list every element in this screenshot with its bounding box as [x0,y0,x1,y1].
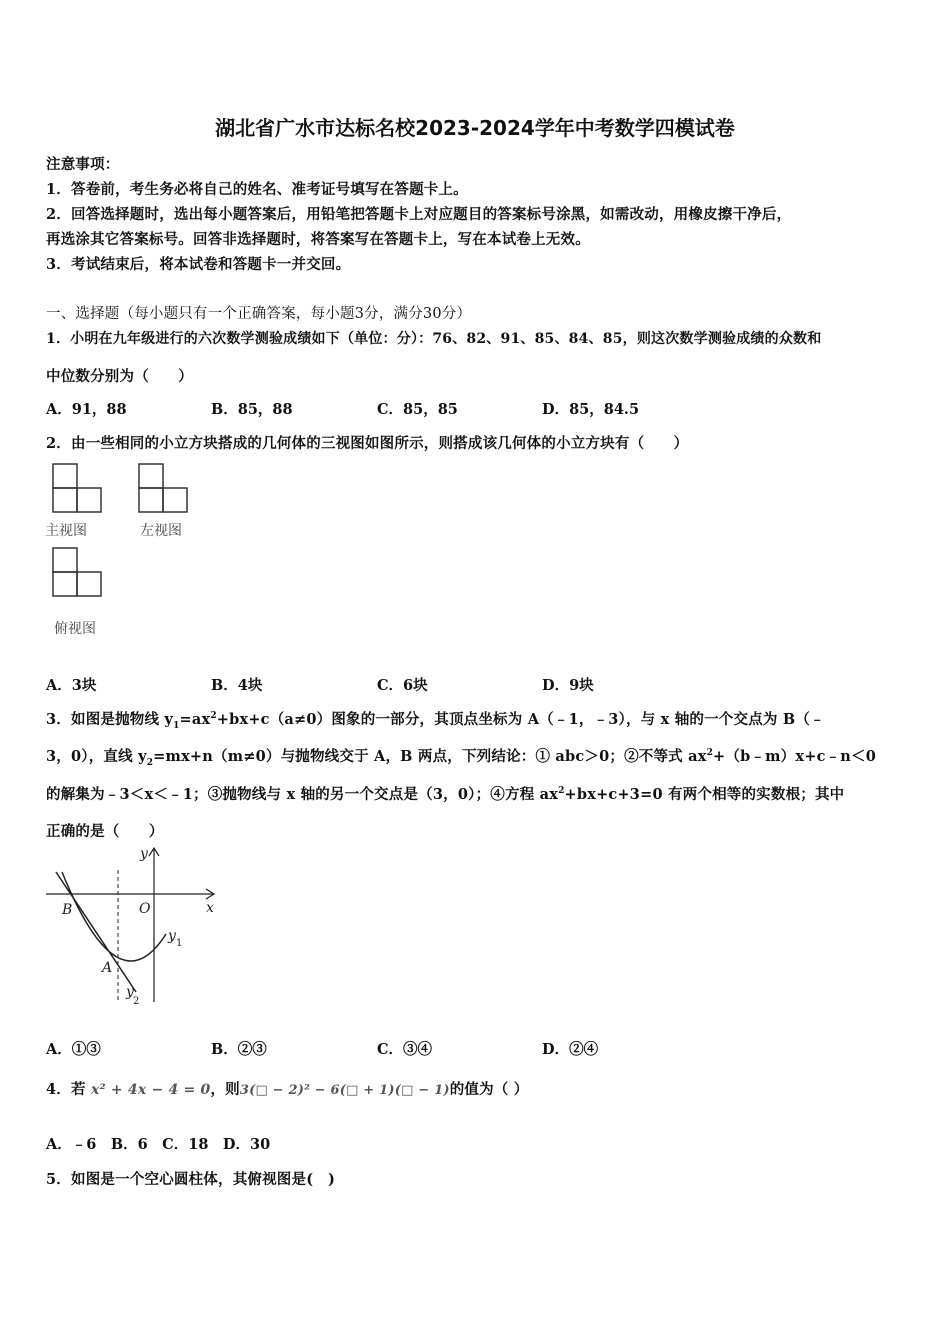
q1-option-d: D．85，84.5 [542,401,640,418]
graph-y2-subscript: 2 [133,996,140,1007]
side-view-figure [136,462,192,516]
question-3-stem-line2: 3，0），直线 $y_2=mx+n(m\ne 0)$与抛物线交于 A，B 两点，下列结论：① abc＞0；②不等式 $ax^2+(b﹣m)x+c﹣n<0$ [46,748,877,768]
q3-option-c: C．③④ [377,1041,433,1058]
question-5-stem: 5．如图是一个空心圆柱体，其俯视图是( ) [46,1171,336,1188]
notice-item: 1．答卷前，考生务必将自己的姓名、准考证号填写在答题卡上。 [46,181,468,198]
notice-item: 再选涂其它答案标号。回答非选择题时，将答案写在答题卡上，写在本试卷上无效。 [46,231,590,248]
side-view-label: 左视图 [140,523,182,539]
top-view-figure [50,546,106,600]
page-title: 湖北省广水市达标名校2023-2024学年中考数学四模试卷 [215,116,735,140]
graph-point-b-label: B [62,902,73,918]
question-3-stem-line3: 的解集为﹣3＜x＜﹣1；③抛物线与 x 轴的另一个交点是（3，0）；④方程 $ax^2+bx+c+3=0$ 有两个相等的实数根；其中 [46,786,845,803]
front-view-label: 主视图 [45,523,87,539]
graph-origin-label: O [139,901,151,917]
q2-option-c: C．6块 [377,677,428,694]
question-1-stem: 1．小明在九年级进行的六次数学测验成绩如下（单位：分）：76、82、91、85、84、85，则这次数学测验成绩的众数和 [46,331,822,347]
q3-option-d: D．②④ [542,1041,599,1058]
question-2-stem: 2．由一些相同的小立方块搭成的几何体的三视图如图所示，则搭成该几何体的小立方块有（ ） [46,435,689,452]
notice-heading: 注意事项： [46,156,120,173]
graph-y2-label: y [126,984,134,1000]
parabola-graph [44,842,224,1012]
q4-expression: 3(□ − 2)² − 6(□ + 1)(□ − 1) [239,1083,450,1098]
q2-option-a: A．3块 [46,677,97,694]
front-view-figure [50,462,106,516]
q4-options: A．﹣6 B．6 C．18 D．30 [46,1136,271,1153]
graph-y1-label: y [168,928,176,944]
q2-option-d: D．9块 [542,677,594,694]
question-1-stem-cont: 中位数分别为（ ） [46,368,193,385]
q2-option-b: B．4块 [211,677,263,694]
top-view-label: 俯视图 [54,621,96,637]
graph-y-axis-label: y [140,846,148,862]
question-3-stem-line4: 正确的是（ ） [46,823,164,840]
graph-x-axis-label: x [206,900,214,916]
question-4-stem: 4．若 x² + 4x − 4 = 0，则3(□ − 2)² − 6(□ + 1)(□ − 1)的值为（ ） [46,1081,529,1098]
section-heading: 一、选择题（每小题只有一个正确答案，每小题3分，满分30分） [46,306,472,322]
q3-option-a: A．①③ [46,1041,101,1058]
q4-equation: x² + 4x − 4 = 0 [90,1082,211,1098]
graph-point-a-label: A [102,960,113,976]
q3-option-b: B．②③ [211,1041,267,1058]
graph-y1-subscript: 1 [176,938,183,949]
q1-option-b: B．85，88 [211,401,293,418]
question-3-stem-line1: 3．如图是抛物线 $y_1=ax^2+bx+c(a\ne 0)$图象的一部分，其顶点坐标为 A（﹣1，﹣3），与 x 轴的一个交点为 B（﹣ [46,711,825,731]
notice-item: 3．考试结束后，将本试卷和答题卡一并交回。 [46,256,351,273]
notice-item: 2．回答选择题时，选出每小题答案后，用铅笔把答题卡上对应题目的答案标号涂黑，如需改动，用橡皮擦干净后， [46,206,792,223]
q1-option-a: A．91，88 [46,401,127,418]
q1-option-c: C．85，85 [377,401,458,418]
